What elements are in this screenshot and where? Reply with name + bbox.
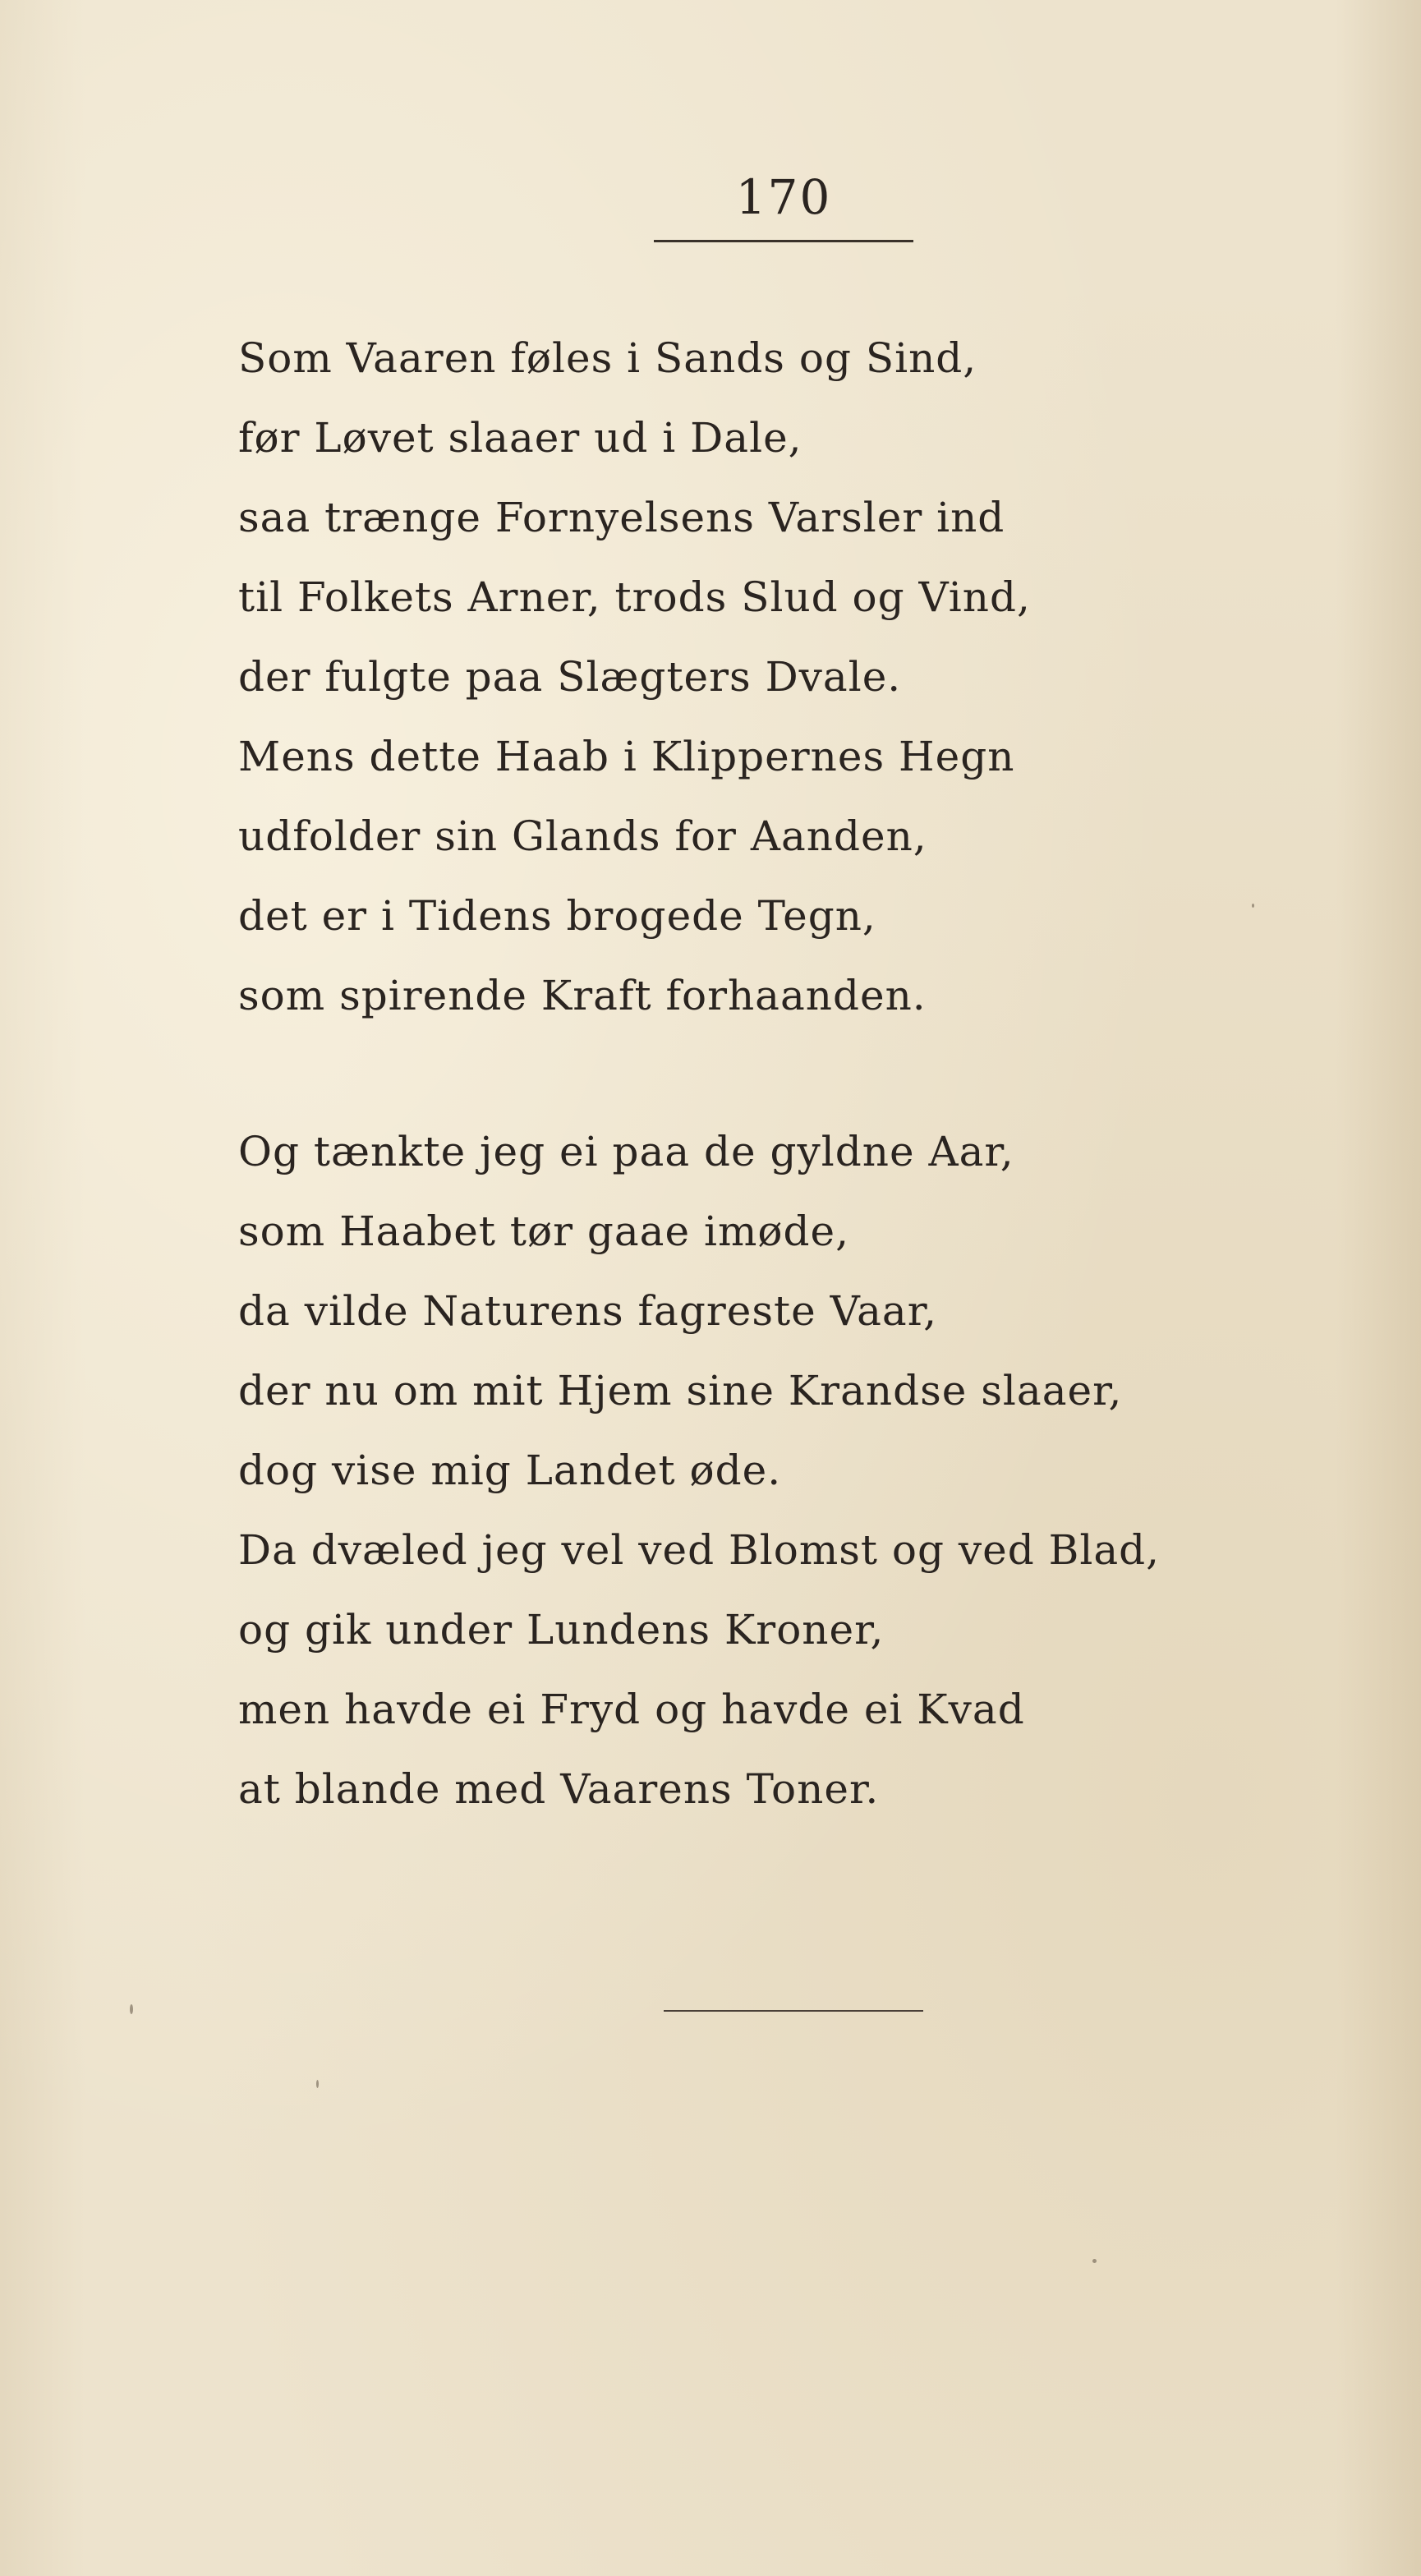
verse-line: da vilde Naturens fagreste Vaar,: [238, 1287, 938, 1335]
verse-line: men havde ei Fryd og havde ei Kvad: [238, 1686, 1025, 1733]
verse-line: og gik under Lundens Kroner,: [238, 1606, 885, 1654]
header-rule: [654, 240, 913, 242]
paper-speck: [1252, 904, 1254, 908]
stanza-1: [238, 319, 1031, 1036]
stanza-2: [238, 1112, 1160, 1829]
paper-speck: [1092, 2259, 1097, 2263]
verse-line: det er i Tidens brogede Tegn,: [238, 892, 876, 940]
verse-line: at blande med Vaarens Toner.: [238, 1765, 880, 1813]
verse-line: udfolder sin Glands for Aanden,: [238, 812, 927, 860]
verse-line: der nu om mit Hjem sine Krandse slaaer,: [238, 1367, 1123, 1414]
paper-speck: [130, 2004, 133, 2014]
verse-line: Da dvæled jeg vel ved Blomst og ved Blad,: [238, 1526, 1161, 1574]
page-number: 170: [735, 169, 832, 225]
verse-line: dog vise mig Landet øde.: [238, 1447, 782, 1494]
verse-line: Mens dette Haab i Klippernes Hegn: [238, 733, 1015, 780]
verse-line: der fulgte paa Slægters Dvale.: [238, 653, 902, 701]
verse-line: Som Vaaren føles i Sands og Sind,: [238, 334, 977, 382]
verse-line: saa trænge Fornyelsens Varsler ind: [238, 494, 1005, 541]
end-rule: [664, 2010, 923, 2012]
verse-line: som Haabet tør gaae imøde,: [238, 1208, 849, 1255]
verse-line: før Løvet slaaer ud i Dale,: [238, 414, 802, 462]
verse-line: til Folkets Arner, trods Slud og Vind,: [238, 573, 1031, 621]
verse-line: Og tænkte jeg ei paa de gyldne Aar,: [238, 1128, 1014, 1175]
verse-line: som spirende Kraft forhaanden.: [238, 972, 927, 1019]
paper-speck: [316, 2080, 319, 2088]
